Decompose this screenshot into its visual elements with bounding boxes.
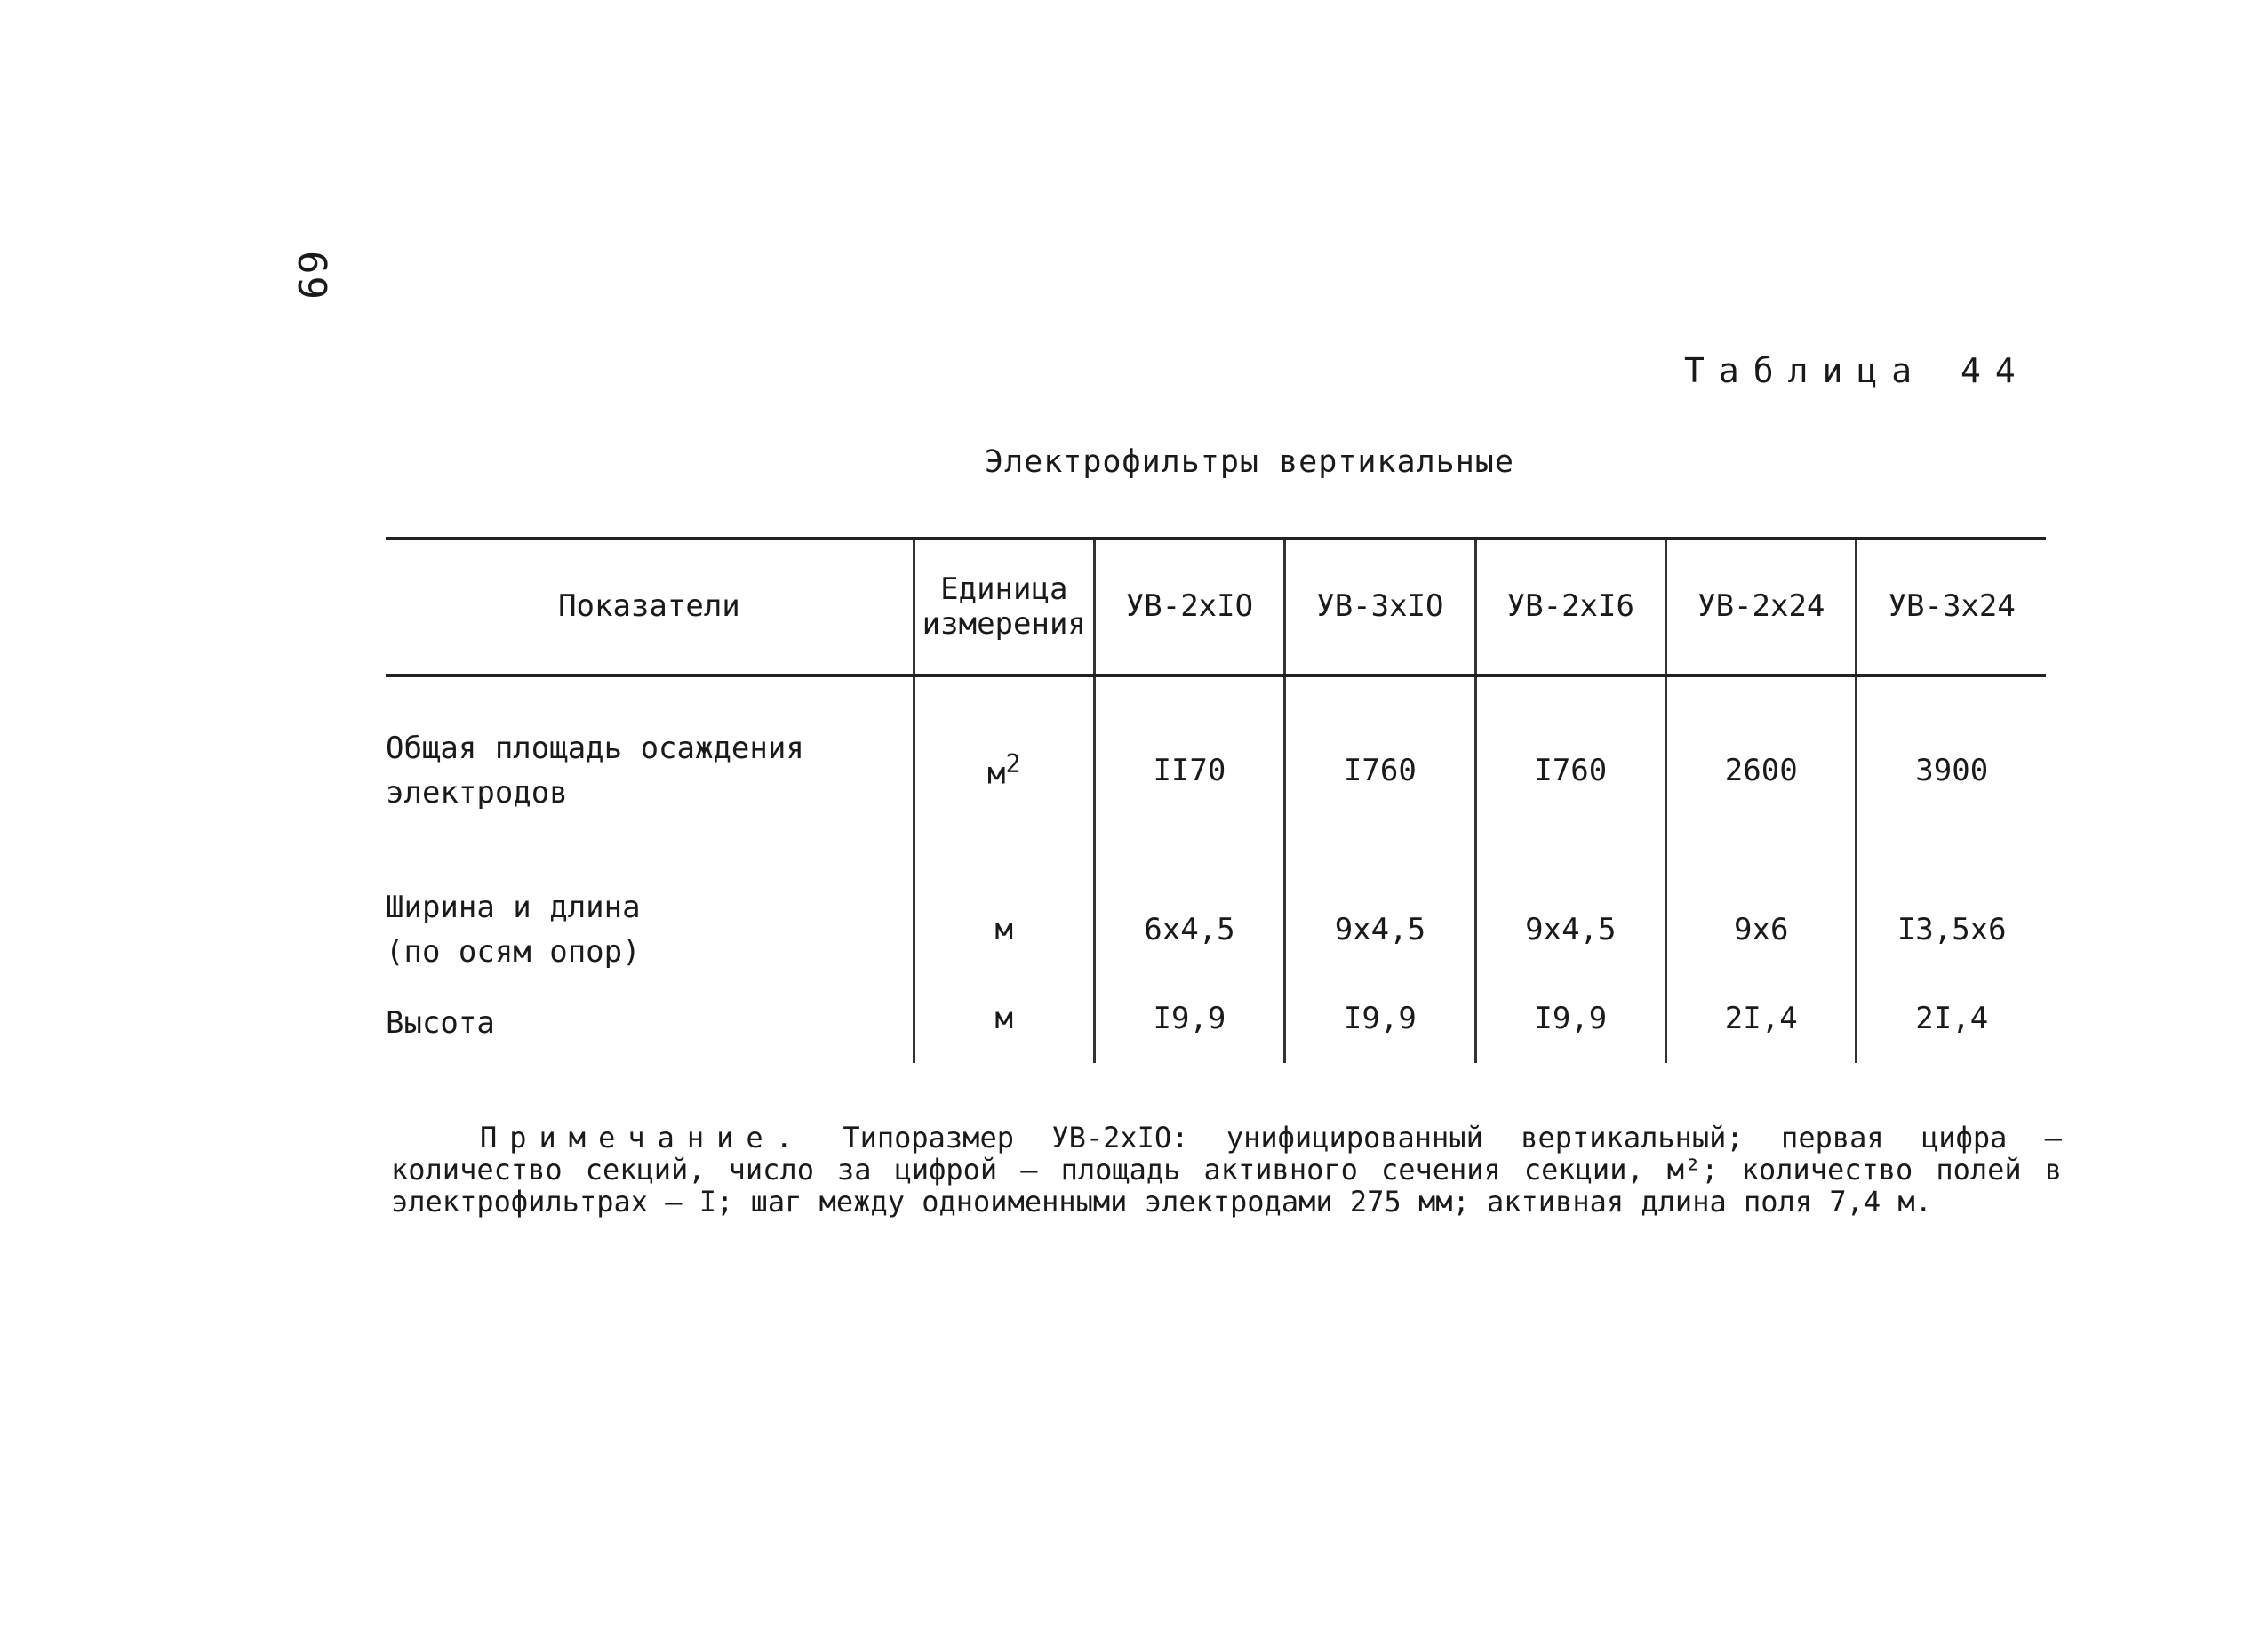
row-value: I9,9 bbox=[1285, 995, 1475, 1063]
page-number: 69 bbox=[289, 251, 334, 301]
row-value: 6х4,5 bbox=[1094, 855, 1284, 995]
param-line: (по осям опор) bbox=[386, 934, 641, 970]
unit-sup: 2 bbox=[1005, 749, 1021, 779]
note-label: Примечание. bbox=[480, 1121, 805, 1155]
param-line: электродов bbox=[386, 775, 568, 811]
header-model: УВ-2х24 bbox=[1666, 539, 1857, 675]
row-value: I760 bbox=[1285, 675, 1475, 855]
unit-text: м bbox=[994, 912, 1014, 947]
table-title: Электрофильтры вертикальные bbox=[985, 444, 1514, 480]
header-model: УВ-2хIO bbox=[1094, 539, 1284, 675]
table-row bbox=[386, 855, 2046, 995]
table-row bbox=[386, 675, 2046, 855]
header-model: УВ-3х24 bbox=[1857, 539, 2046, 675]
table-row bbox=[386, 995, 2046, 1063]
row-unit bbox=[914, 995, 1094, 1063]
data-table bbox=[386, 537, 2046, 1063]
note bbox=[391, 1122, 2062, 1218]
header-model: УВ-3хIO bbox=[1285, 539, 1475, 675]
table-label: Таблица 44 bbox=[1684, 351, 2030, 390]
row-value: 9х6 bbox=[1666, 855, 1857, 995]
header-unit: Единица измерения bbox=[914, 539, 1094, 675]
row-value: I9,9 bbox=[1475, 995, 1665, 1063]
note-text: Типоразмер УВ-2хIO: унифицированный вертикальный; первая цифра – количество секций, число за цифрой – площадь активного сечения секции, м²; количество полей в электрофильтрах – I; шаг между одноименными электродами 275 мм; активная длина поля 7,4 м. bbox=[391, 1121, 2063, 1219]
row-value: 3900 bbox=[1857, 675, 2046, 855]
header-model: УВ-2хI6 bbox=[1475, 539, 1665, 675]
row-value: 9х4,5 bbox=[1475, 855, 1665, 995]
param-line: Общая площадь осаждения bbox=[386, 731, 804, 766]
header-param: Показатели bbox=[386, 539, 914, 675]
row-value: 2600 bbox=[1666, 675, 1857, 855]
row-value: 9х4,5 bbox=[1285, 855, 1475, 995]
table-header-row bbox=[386, 539, 2046, 675]
row-value: 2I,4 bbox=[1666, 995, 1857, 1063]
param-line: Высота bbox=[386, 1005, 495, 1041]
row-value: 2I,4 bbox=[1857, 995, 2046, 1063]
row-value: I9,9 bbox=[1094, 995, 1284, 1063]
row-param bbox=[386, 855, 914, 995]
row-value: I760 bbox=[1475, 675, 1665, 855]
unit-text: м bbox=[994, 1001, 1014, 1036]
param-line: Ширина и длина bbox=[386, 890, 641, 925]
row-unit bbox=[914, 675, 1094, 855]
row-value: II70 bbox=[1094, 675, 1284, 855]
row-unit bbox=[914, 855, 1094, 995]
row-param bbox=[386, 995, 914, 1063]
row-param bbox=[386, 675, 914, 855]
unit-text: м bbox=[987, 755, 1006, 792]
row-value: I3,5х6 bbox=[1857, 855, 2046, 995]
